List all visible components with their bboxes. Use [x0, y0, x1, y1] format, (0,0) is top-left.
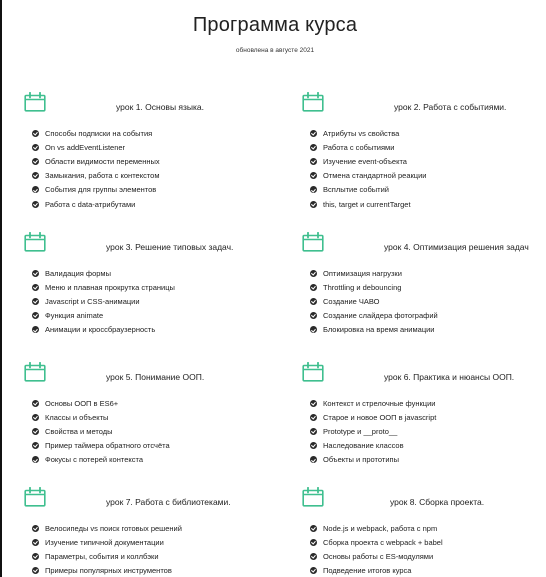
check-circle-icon: [310, 172, 317, 179]
check-circle-icon: [310, 298, 317, 305]
list-item: [310, 309, 438, 323]
check-circle-icon: [32, 312, 39, 319]
list-item: [310, 439, 436, 453]
topic-text: Фокусы с потерей контекста: [45, 455, 144, 465]
topic-text: Node.js и webpack, работа с npm: [323, 523, 438, 533]
list-item: [32, 154, 160, 168]
topic-text: Анимации и кроссбраузерность: [45, 325, 156, 335]
list-item: [32, 396, 170, 410]
list-item: [310, 126, 426, 140]
topic-text: Области видимости переменных: [45, 156, 160, 166]
check-circle-icon: [310, 186, 317, 193]
topic-text: Наследование классов: [323, 441, 404, 451]
topic-text: Старое и новое ООП в javascript: [323, 412, 437, 422]
check-circle-icon: [32, 400, 39, 407]
lesson-topics: [32, 266, 175, 337]
list-item: [310, 323, 438, 337]
topic-text: Работа с data-атрибутами: [45, 199, 136, 209]
list-item: [310, 197, 426, 211]
topic-text: Оптимизация нагрузки: [323, 268, 402, 278]
topic-text: Изучение типичной документации: [45, 537, 164, 547]
list-item: [32, 424, 170, 438]
lesson-4: [302, 232, 546, 352]
check-circle-icon: [32, 298, 39, 305]
check-circle-icon: [310, 428, 317, 435]
lesson-topics: [310, 521, 443, 577]
check-circle-icon: [32, 428, 39, 435]
topic-text: Javascript и CSS-анимации: [45, 296, 140, 306]
check-circle-icon: [310, 158, 317, 165]
list-item: [32, 197, 160, 211]
lesson-title: урок 5. Понимание ООП.: [106, 372, 205, 382]
topic-text: Меню и плавная прокрутка страницы: [45, 282, 175, 292]
lesson-topics: [32, 521, 182, 577]
list-item: [32, 266, 175, 280]
check-circle-icon: [32, 414, 39, 421]
lesson-1: [24, 92, 274, 212]
list-item: [310, 294, 438, 308]
calendar-icon: [24, 362, 46, 382]
topic-text: Отмена стандартной реакции: [323, 171, 427, 181]
list-item: [310, 564, 443, 577]
list-item: [310, 140, 426, 154]
check-circle-icon: [32, 539, 39, 546]
check-circle-icon: [310, 539, 317, 546]
check-circle-icon: [32, 144, 39, 151]
list-item: [310, 266, 438, 280]
topic-text: Throttling и debouncing: [323, 282, 402, 292]
check-circle-icon: [32, 270, 39, 277]
calendar-icon: [302, 362, 324, 382]
calendar-icon: [24, 487, 46, 507]
lesson-title: урок 1. Основы языка.: [116, 102, 205, 112]
calendar-icon: [302, 92, 324, 112]
lesson-topics: [32, 396, 170, 467]
list-item: [32, 183, 160, 197]
check-circle-icon: [310, 553, 317, 560]
check-circle-icon: [310, 400, 317, 407]
topic-text: Основы работы с ES-модулями: [323, 551, 434, 561]
list-item: [32, 439, 170, 453]
list-item: [310, 396, 436, 410]
calendar-icon: [302, 487, 324, 507]
check-circle-icon: [310, 414, 317, 421]
list-item: [310, 424, 436, 438]
topic-text: Велосипеды vs поиск готовых решений: [45, 523, 182, 533]
calendar-icon: [302, 232, 324, 252]
page-subtitle: обновлена в августе 2021: [235, 47, 315, 54]
topic-text: Параметры, события и коллбэки: [45, 551, 159, 561]
check-circle-icon: [310, 284, 317, 291]
lesson-7: [24, 487, 274, 577]
topic-text: Пример таймера обратного отсчёта: [45, 441, 170, 451]
list-item: [310, 169, 426, 183]
list-item: [310, 280, 438, 294]
topic-text: this, target и currentTarget: [323, 199, 411, 209]
check-circle-icon: [310, 312, 317, 319]
list-item: [32, 521, 182, 535]
topic-text: Основы ООП в ES6+: [45, 398, 119, 408]
lesson-6: [302, 362, 546, 482]
list-item: [310, 535, 443, 549]
list-item: [32, 564, 182, 577]
lesson-title: урок 4. Оптимизация решения задач: [384, 242, 529, 252]
list-item: [310, 549, 443, 563]
check-circle-icon: [310, 130, 317, 137]
topic-text: Объекты и прототипы: [323, 455, 399, 465]
check-circle-icon: [310, 456, 317, 463]
check-circle-icon: [32, 172, 39, 179]
lesson-topics: [310, 396, 436, 467]
lesson-topics: [32, 126, 160, 211]
check-circle-icon: [310, 270, 317, 277]
topic-text: Всплытие событий: [323, 185, 389, 195]
check-circle-icon: [310, 326, 317, 333]
topic-text: Функция animate: [45, 311, 104, 321]
list-item: [32, 549, 182, 563]
list-item: [32, 140, 160, 154]
topic-text: Изучение event-объекта: [323, 156, 407, 166]
list-item: [32, 323, 175, 337]
check-circle-icon: [32, 525, 39, 532]
check-circle-icon: [310, 567, 317, 574]
calendar-icon: [24, 92, 46, 112]
topic-text: Создание слайдера фотографий: [323, 311, 438, 321]
list-item: [32, 169, 160, 183]
list-item: [310, 154, 426, 168]
check-circle-icon: [32, 326, 39, 333]
check-circle-icon: [32, 130, 39, 137]
check-circle-icon: [32, 567, 39, 574]
list-item: [32, 410, 170, 424]
lesson-title: урок 2. Работа с событиями.: [394, 102, 507, 112]
topic-text: Подведение итогов курса: [323, 566, 412, 576]
topic-text: Способы подписки на события: [45, 128, 153, 138]
check-circle-icon: [310, 201, 317, 208]
topic-text: Prototype и __proto__: [323, 426, 398, 436]
topic-text: Контекст и стрелочные функции: [323, 398, 436, 408]
check-circle-icon: [310, 525, 317, 532]
topic-text: Валидация формы: [45, 268, 111, 278]
check-circle-icon: [32, 201, 39, 208]
check-circle-icon: [32, 442, 39, 449]
topic-text: Свойства и методы: [45, 426, 113, 436]
topic-text: Атрибуты vs свойства: [323, 128, 400, 138]
list-item: [310, 453, 436, 467]
check-circle-icon: [32, 186, 39, 193]
topic-text: Работа с событиями: [323, 142, 395, 152]
check-circle-icon: [32, 284, 39, 291]
check-circle-icon: [32, 158, 39, 165]
lesson-5: [24, 362, 274, 482]
list-item: [32, 535, 182, 549]
check-circle-icon: [32, 456, 39, 463]
lesson-topics: [310, 266, 438, 337]
topic-text: Классы и объекты: [45, 412, 109, 422]
lesson-title: урок 8. Сборка проекта.: [390, 497, 485, 507]
topic-text: Сборка проекта с webpack + babel: [323, 537, 443, 547]
lesson-topics: [310, 126, 426, 211]
check-circle-icon: [310, 442, 317, 449]
list-item: [310, 410, 436, 424]
lesson-3: [24, 232, 274, 352]
topic-text: Создание ЧАВО: [323, 296, 380, 306]
list-item: [310, 521, 443, 535]
list-item: [32, 294, 175, 308]
lesson-title: урок 6. Практика и нюансы ООП.: [384, 372, 515, 382]
list-item: [32, 309, 175, 323]
topic-text: Блокировка на время анимации: [323, 325, 435, 335]
check-circle-icon: [310, 144, 317, 151]
topic-text: Замыкания, работа с контекстом: [45, 171, 160, 181]
topic-text: События для группы элементов: [45, 185, 157, 195]
lesson-2: [302, 92, 546, 212]
lesson-8: [302, 487, 546, 577]
list-item: [310, 183, 426, 197]
list-item: [32, 126, 160, 140]
list-item: [32, 280, 175, 294]
topic-text: On vs addEventListener: [45, 142, 126, 152]
page-title: Программа курса: [192, 14, 358, 36]
calendar-icon: [24, 232, 46, 252]
list-item: [32, 453, 170, 467]
lesson-title: урок 3. Решение типовых задач.: [106, 242, 234, 252]
check-circle-icon: [32, 553, 39, 560]
lesson-title: урок 7. Работа с библиотеками.: [106, 497, 231, 507]
topic-text: Примеры популярных инструментов: [45, 566, 172, 576]
